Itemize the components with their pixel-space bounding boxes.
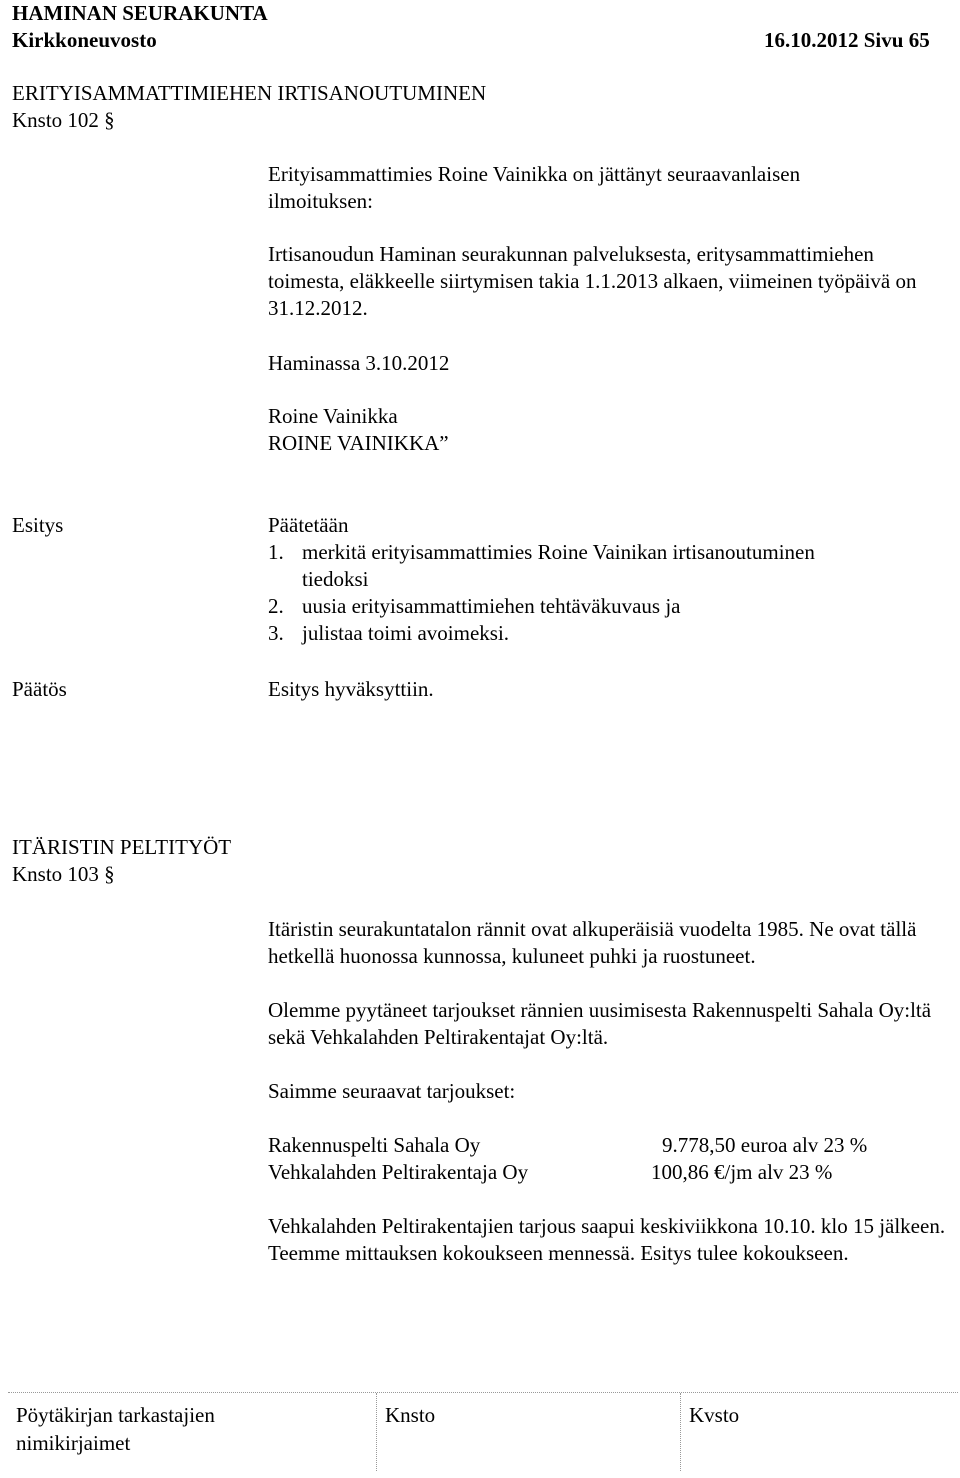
signature: Roine Vainikka xyxy=(268,404,398,428)
esitys-lead: Päätetään xyxy=(268,513,349,537)
section2-title: ITÄRISTIN PELTITYÖT xyxy=(12,835,232,859)
offer-price: 100,86 €/jm alv 23 % xyxy=(651,1160,833,1184)
footer-reviewers-line1: Pöytäkirjan tarkastajien xyxy=(16,1403,215,1427)
date-page: 16.10.2012 Sivu 65 xyxy=(764,28,930,52)
footer-reviewers-line2: nimikirjaimet xyxy=(16,1431,131,1455)
list-item-number: 1. xyxy=(268,540,284,564)
footer-cell-reviewers xyxy=(8,1393,376,1471)
meeting-body: Kirkkoneuvosto xyxy=(12,28,157,52)
footer xyxy=(8,1392,958,1471)
place-date: Haminassa 3.10.2012 xyxy=(268,351,450,375)
list-item-text: merkitä erityisammattimies Roine Vainikan irtisanoutuminen xyxy=(302,540,815,564)
esitys-label: Esitys xyxy=(12,513,64,537)
list-item xyxy=(268,620,509,647)
footer-cell-knsto xyxy=(376,1393,681,1471)
section1-ref: Knsto 102 § xyxy=(12,108,115,132)
section2-paragraph: Olemme pyytäneet tarjoukset rännien uusimisesta Rakennuspelti Sahala Oy:ltä sekä Vehkalahden Peltirakentajat Oy:ltä. xyxy=(268,998,932,1049)
list-item-number: 3. xyxy=(268,621,284,645)
section1-intro: Erityisammattimies Roine Vainikka on jättänyt seuraavanlaisen ilmoituksen: xyxy=(268,162,801,213)
footer-kvsto: Kvsto xyxy=(689,1403,740,1427)
list-item-text: julistaa toimi avoimeksi. xyxy=(302,621,510,645)
section1-title: ERITYISAMMATTIMIEHEN IRTISANOUTUMINEN xyxy=(12,81,487,105)
offer-company: Vehkalahden Peltirakentaja Oy xyxy=(268,1160,529,1184)
section1-notice: Irtisanoudun Haminan seurakunnan palveluksesta, eritysammattimiehen toimesta, eläkkeelle siirtymisen takia 1.1.2013 alkaen, viimeinen työpäivä on 31.12.2012. xyxy=(268,242,917,320)
offer-price: 9.778,50 euroa alv 23 % xyxy=(662,1133,868,1157)
footer-cell-kvsto xyxy=(680,1393,959,1471)
section2-paragraph: Itäristin seurakuntatalon rännit ovat alkuperäisiä vuodelta 1985. Ne ovat tällä hetkellä huonossa kunnossa, kuluneet puhki ja ruostuneet. xyxy=(268,917,917,968)
section2-ref: Knsto 103 § xyxy=(12,862,115,886)
org-name: HAMINAN SEURAKUNTA xyxy=(12,1,268,25)
list-item-text: uusia erityisammattimiehen tehtäväkuvaus ja xyxy=(302,594,681,618)
list-item-number: 2. xyxy=(268,594,284,618)
footer-knsto: Knsto xyxy=(385,1403,436,1427)
list-item xyxy=(268,539,815,566)
name-caps: ROINE VAINIKKA” xyxy=(268,431,449,455)
paatos-text: Esitys hyväksyttiin. xyxy=(268,677,434,701)
list-item-text: tiedoksi xyxy=(302,567,369,591)
section2-paragraph: Vehkalahden Peltirakentajien tarjous saapui keskiviikkona 10.10. klo 15 jälkeen. Teemme mittauksen kokoukseen mennessä. Esitys tulee kokoukseen. xyxy=(268,1214,946,1265)
list-item xyxy=(268,593,680,620)
offer-company: Rakennuspelti Sahala Oy xyxy=(268,1133,481,1157)
list-item xyxy=(268,566,369,593)
paatos-label: Päätös xyxy=(12,677,67,701)
section2-paragraph: Saimme seuraavat tarjoukset: xyxy=(268,1079,516,1103)
